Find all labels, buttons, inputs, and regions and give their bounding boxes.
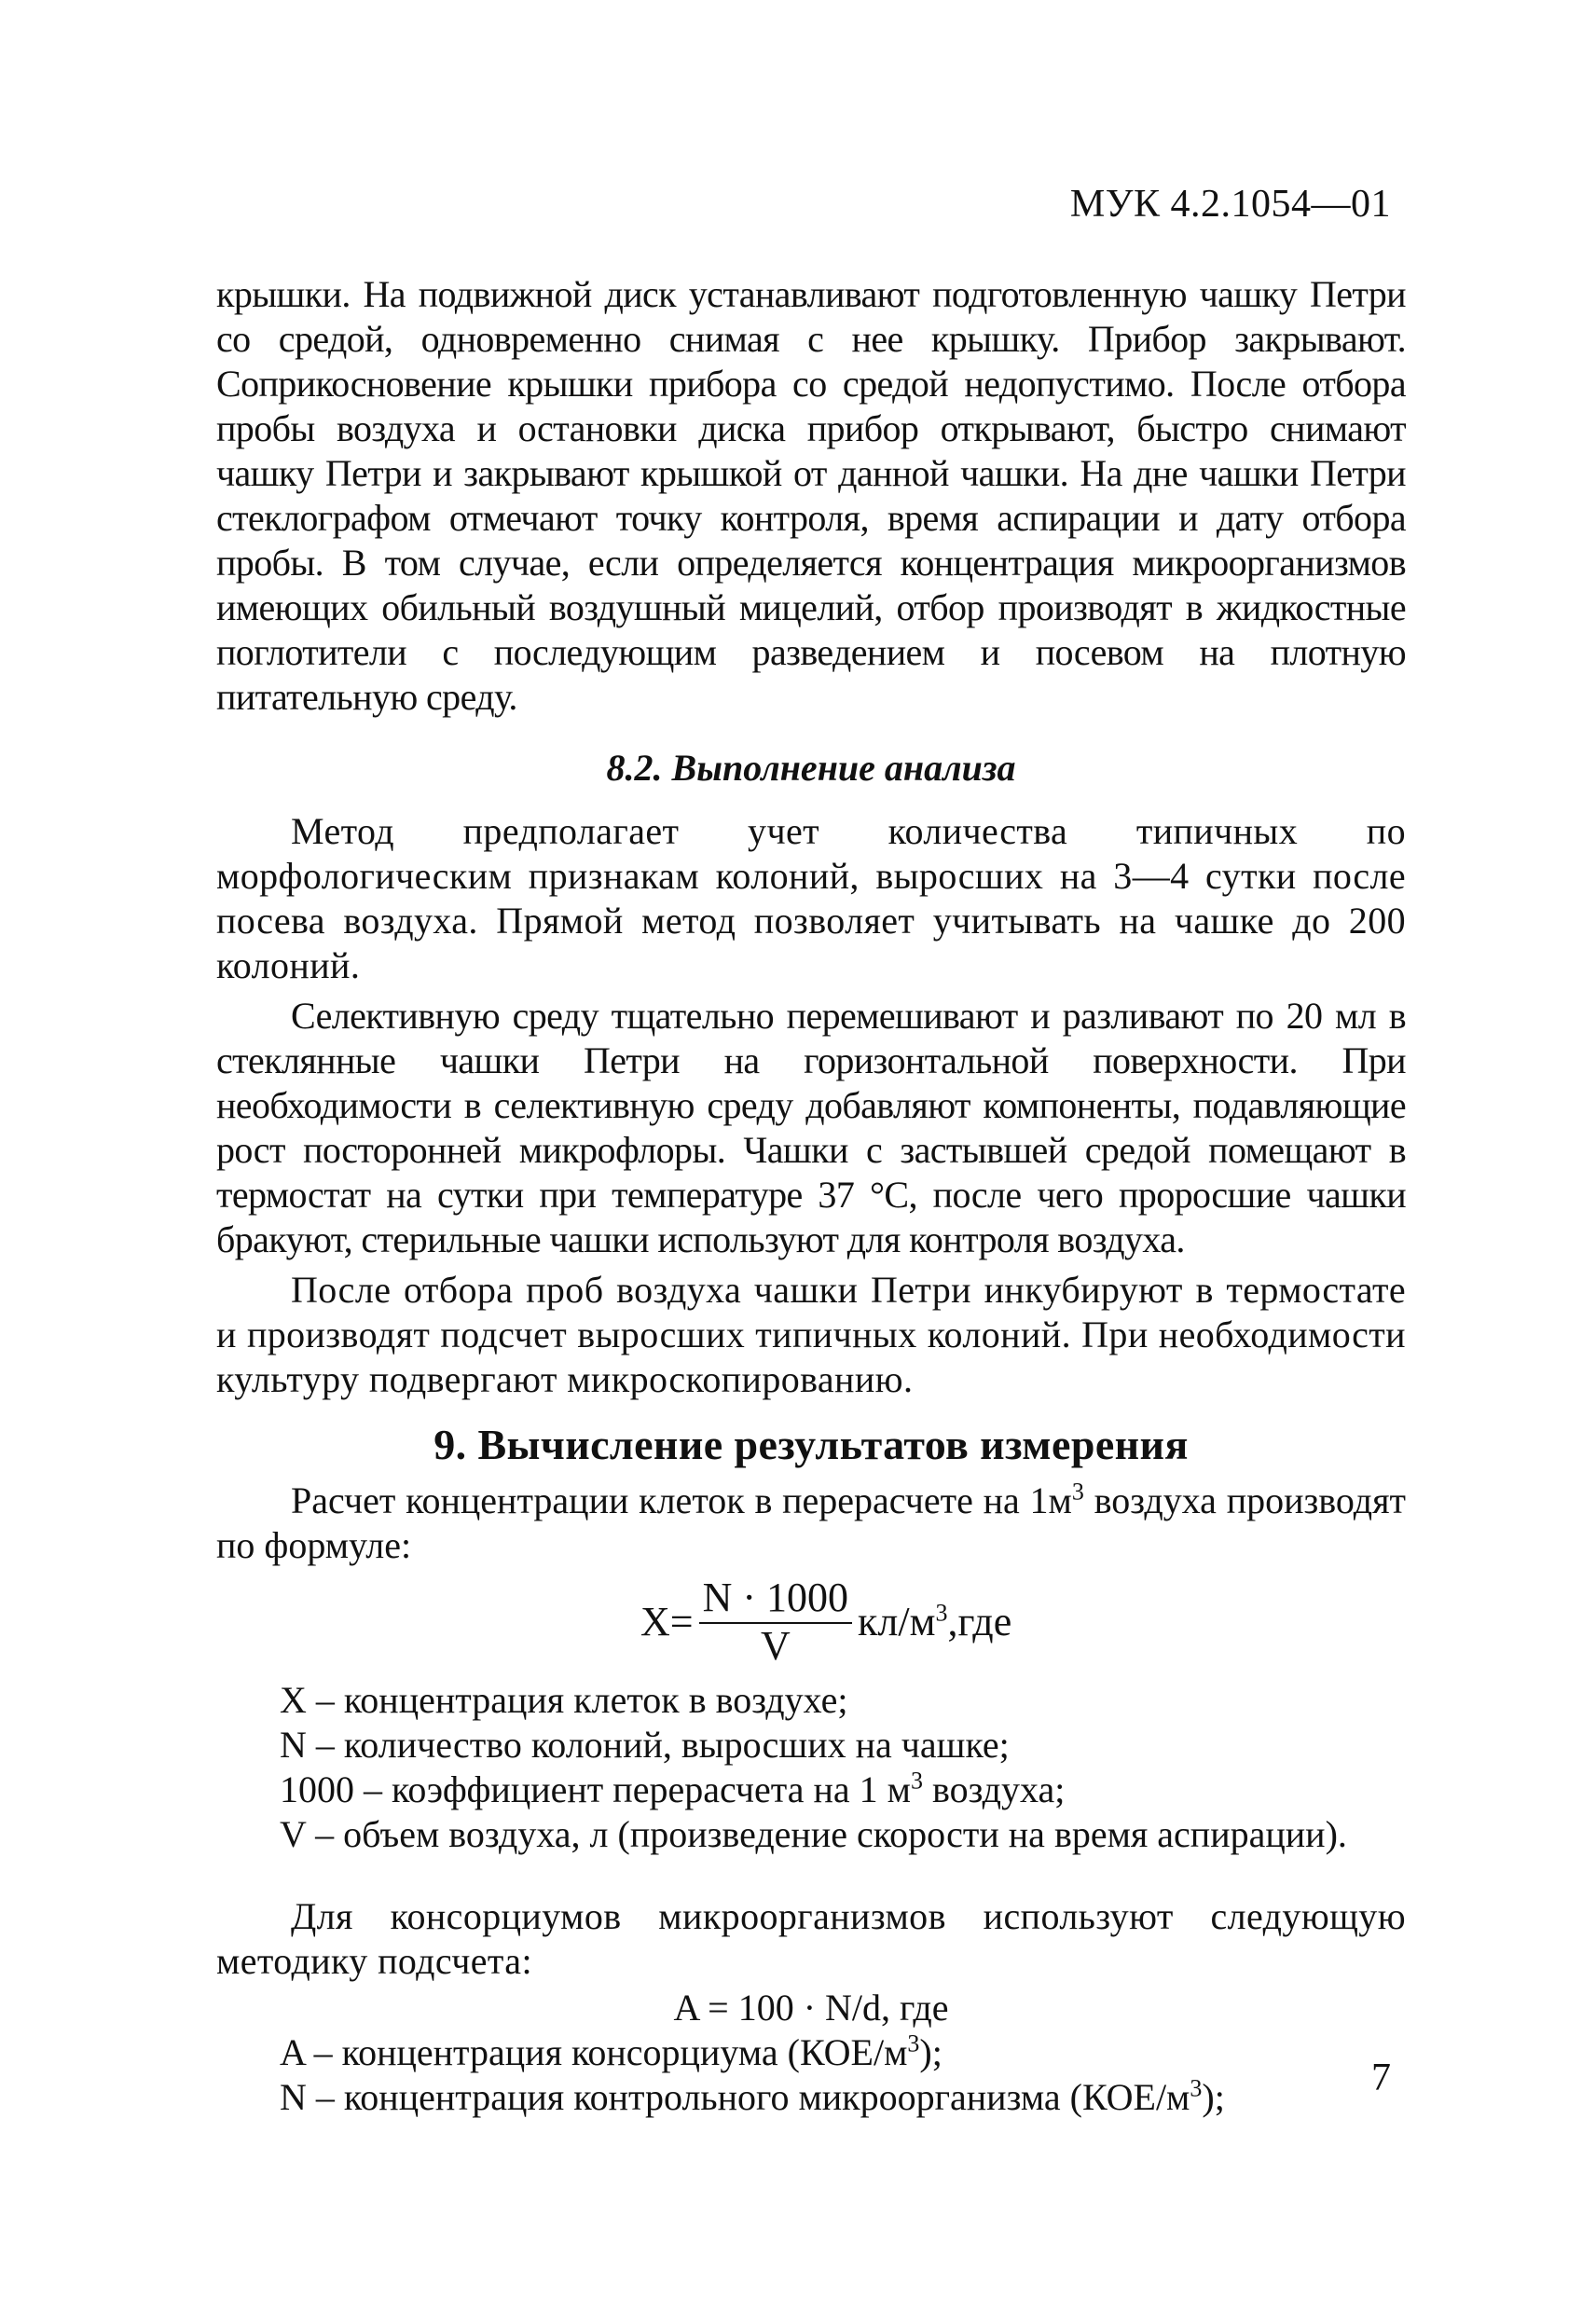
formula-fraction: [699, 1575, 852, 1669]
definition-x: X – концентрация клеток в воздухе;: [280, 1679, 848, 1721]
analysis-paragraph-2: Селективную среду тщательно перемешивают и разливают по 20 мл в стеклянные чашки Петри на горизонтальной поверхности. При необходимости в селективную среду добавляют компоненты, подавляющие рост посторонней микрофлоры. Чашки с застывшей средой помещают в термостат на сутки при температуре 37 °С, после чего проросшие чашки бракуют, стерильные чашки используют для контроля воздуха.: [216, 995, 1406, 1260]
intro-paragraph: крышки. На подвижной диск устанавливают подготовленную чашку Петри со средой, одновременно снимая с нее крышку. Прибор закрывают. Соприкосновение крышки прибора со средой недопустимо. После отбора пробы воздуха и остановки диска прибор открывают, быстро снимают чашку Петри и закрывают крышкой от данной чашки. На дне чашки Петри стеклографом отмечают точку контроля, время аспирации и дату отбора пробы. В том случае, если определяется концентрация микроорганизмов имеющих обильный воздушный мицелий, отбор производят в жидкостные поглотители с последующим разведением и посевом на плотную питательную среду.: [216, 273, 1406, 718]
consortium-formula: A = 100 · N/d, где: [673, 1987, 949, 2029]
calculation-intro-tail: воздуха производят по формуле:: [216, 1479, 1406, 1566]
formula-numerator: N · 1000: [699, 1575, 852, 1624]
concentration-formula: [216, 1574, 1406, 1671]
page-number: 7: [1371, 2057, 1391, 2099]
definition-1000: 1000 – коэффициент перерасчета на 1 $м^3$ воздуха;: [280, 1767, 1066, 1810]
formula-definitions: [216, 1678, 1406, 1857]
consortium-intro: Для консорциумов микроорганизмов используют следующую методику подсчета:: [216, 1895, 1406, 1982]
calculation-intro-text: Расчет концентрации клеток в перерасчете на 1м: [291, 1479, 1072, 1521]
consortium-definitions: [216, 2030, 1406, 2120]
cubic-superscript: 3: [1071, 1478, 1084, 1506]
analysis-paragraph-3: После отбора проб воздуха чашки Петри инкубируют в термостате и производят подсчет выросших типичных колоний. При необходимости культуру подвергают микроскопированию.: [216, 1269, 1406, 1400]
definition-n: N – количество колоний, выросших на чашке;: [280, 1724, 1010, 1766]
calculation-intro: [216, 1479, 1406, 1568]
definition-a: A – концентрация консорциума $(КОЕ/м^3)$;: [280, 2029, 942, 2073]
formula-lhs: X: [640, 1599, 670, 1644]
definition-v: V – объем воздуха, л (произведение скорости на время аспирации).: [280, 1813, 1347, 1855]
formula-equals: =: [669, 1599, 694, 1644]
subsection-title-8-2: 8.2. Выполнение анализа: [606, 747, 1016, 789]
formula-unit: $кл/м^3,где$: [858, 1599, 1012, 1644]
analysis-paragraph-1: Метод предполагает учет количества типичных по морфологическим признакам колоний, выросших на 3—4 сутки после посева воздуха. Прямой метод позволяет учитывать на чашке до 200 колоний.: [216, 810, 1406, 986]
formula-denominator: V: [760, 1623, 791, 1669]
section-title-9: 9. Вычисление результатов измерения: [433, 1421, 1189, 1468]
page-body: [216, 272, 1406, 2120]
document-code-header: МУК 4.2.1054—01: [1069, 183, 1391, 226]
definition-n-control: N – концентрация контрольного микроорганизма $(КОЕ/м^3)$;: [280, 2074, 1225, 2118]
